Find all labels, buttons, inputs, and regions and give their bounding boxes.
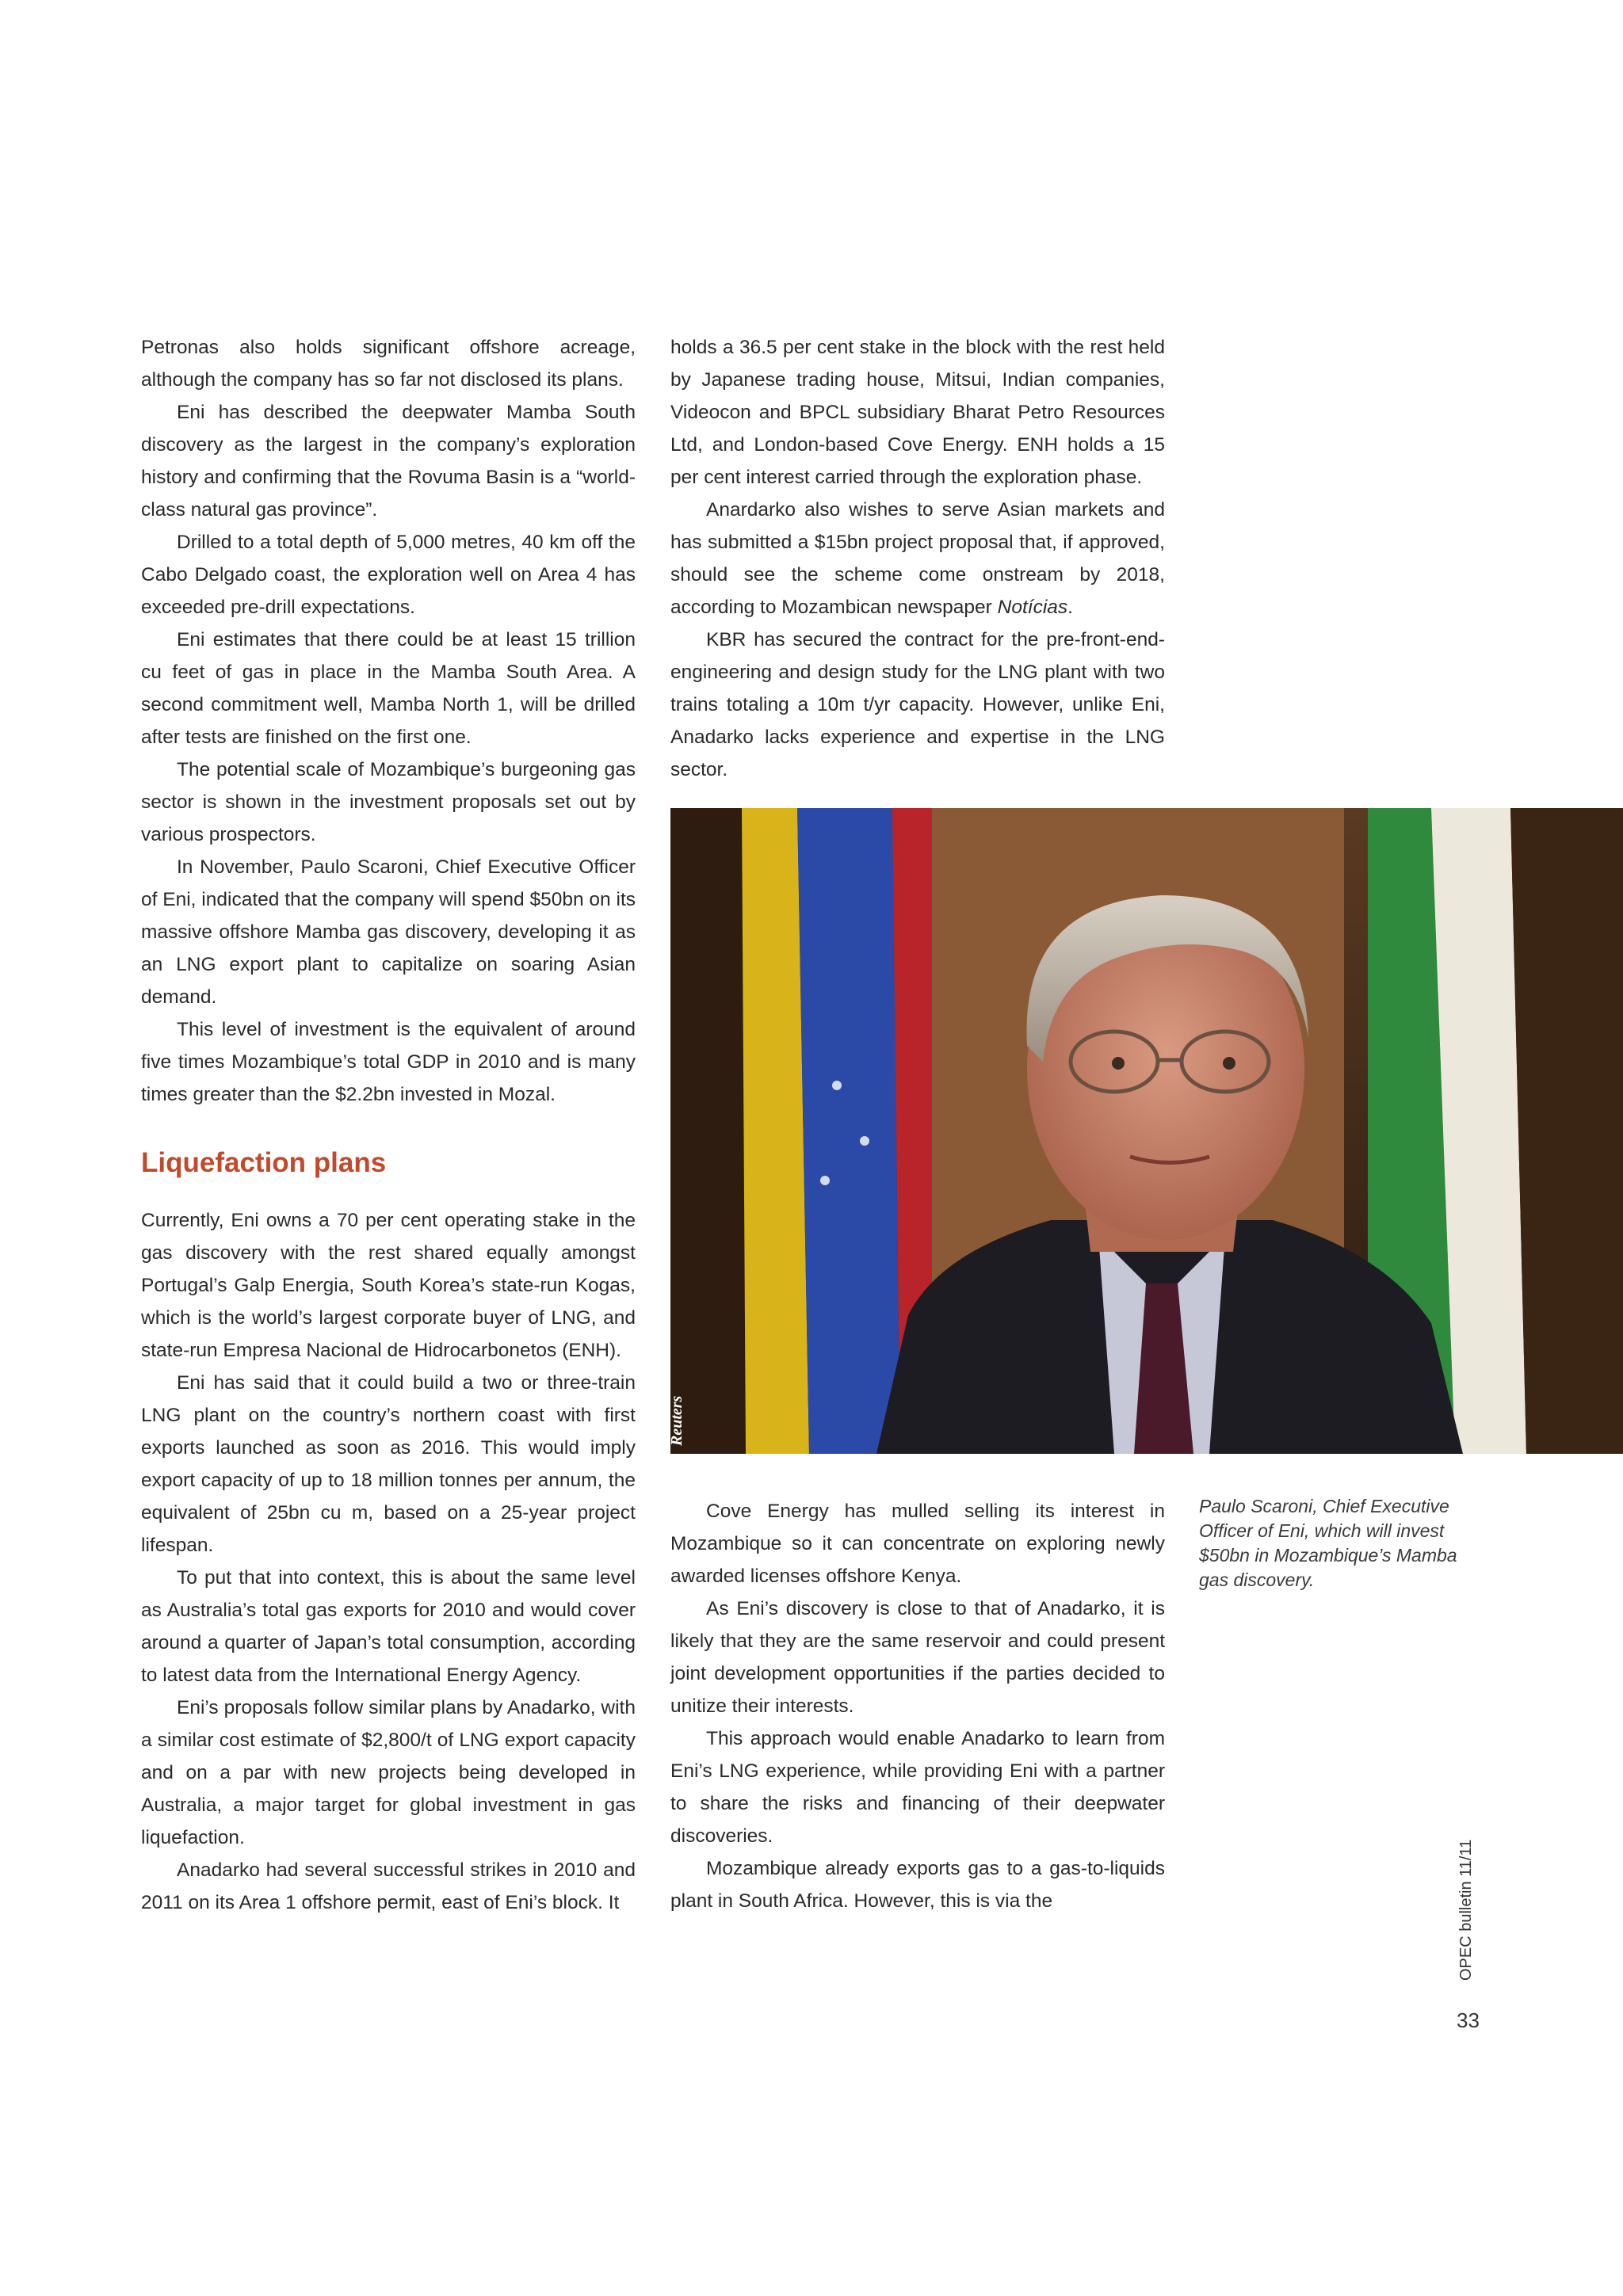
paragraph: This approach would enable Anadarko to learn from Eni’s LNG experience, while providing Eni with a partner to share the risks and financing of their deepwater discoveries. [670,1728,1165,1847]
paragraph: Cove Energy has mulled selling its interest in Mozambique so it can concentrate on exploring newly awarded licenses offshore Kenya. [670,1501,1165,1587]
paragraph: As Eni’s discovery is close to that of Anadarko, it is likely that they are the same reservoir and could present joint development opportunities if the parties decided to unitize their interests. [670,1598,1165,1717]
paragraph-text: . [1067,597,1073,618]
paragraph: holds a 36.5 per cent stake in the block with the rest held by Japanese trading house, Mitsui, Indian companies, Videocon and BPCL subsidiary Bharat Petro Resources Ltd, and London-based Cove Energy. ENH holds a 15 per cent interest carried through the exploration phase. [670,337,1165,488]
paragraph: Eni estimates that there could be at least 15 trillion cu feet of gas in place in the Mamba South Area. A second commitment well, Mamba North 1, will be drilled after tests are finished on the first one. [141,629,636,748]
article-column-2-continued [670,1495,1165,1917]
paragraph: Mozambique already exports gas to a gas-to-liquids plant in South Africa. However, this is via the [670,1858,1165,1912]
photo-credit: Reuters [668,1395,685,1446]
paragraph: Eni has described the deepwater Mamba South discovery as the largest in the company’s exploration history and confirming that the Rovuma Basin is a “world-class natural gas province”. [141,402,636,521]
section-heading: Liquefaction plans [141,1147,387,1178]
paragraph: Drilled to a total depth of 5,000 metres, 40 km off the Cabo Delgado coast, the exploration well on Area 4 has exceeded pre-drill expectations. [141,532,636,618]
portrait-photo [670,808,1623,1454]
paragraph [670,494,1165,624]
paragraph: The potential scale of Mozambique’s burgeoning gas sector is shown in the investment proposals set out by various prospectors. [141,759,636,845]
newspaper-name: Notícias [997,597,1068,618]
article-column-2 [670,331,1165,786]
page-number: 33 [1457,2008,1480,2032]
paragraph: Currently, Eni owns a 70 per cent operating stake in the gas discovery with the rest shared equally amongst Portugal’s Galp Energia, South Korea’s state-run Kogas, which is the world’s largest corporate buyer of LNG, and state-run Empresa Nacional de Hidrocarbonetos (ENH). [141,1210,636,1361]
paragraph: Anadarko had several successful strikes in 2010 and 2011 on its Area 1 offshore permit, east of Eni’s block. It [141,1859,636,1913]
running-head: OPEC bulletin 11/11 [1457,1839,1475,1981]
article-column-1 [141,331,636,1919]
paragraph: KBR has secured the contract for the pre-front-end-engineering and design study for the LNG plant with two trains totaling a 10m t/yr capacity. However, unlike Eni, Anadarko lacks experience and expertise in the LNG sector. [670,629,1165,780]
paragraph: This level of investment is the equivalent of around five times Mozambique’s total GDP in 2010 and is many times greater than the $2.2bn invested in Mozal. [141,1019,636,1105]
paragraph: Petronas also holds significant offshore acreage, although the company has so far not disclosed its plans. [141,337,636,391]
paragraph: In November, Paulo Scaroni, Chief Executive Officer of Eni, indicated that the company will spend $50bn on its massive offshore Mamba gas discovery, developing it as an LNG export plant to capitalize on soaring Asian demand. [141,856,636,1008]
paragraph: Eni has said that it could build a two or three-train LNG plant on the country’s northern coast with first exports launched as soon as 2016. This would imply export capacity of up to 18 million tonnes per annum, the equivalent of 25bn cu m, based on a 25-year project lifespan. [141,1372,636,1556]
photo-caption: Paulo Scaroni, Chief Executive Officer of Eni, which will invest $50bn in Mozambique’s Mamba gas discovery. [1199,1496,1457,1590]
paragraph: To put that into context, this is about the same level as Australia’s total gas exports for 2010 and would cover around a quarter of Japan’s total consumption, according to latest data from the International Energy Agency. [141,1567,636,1686]
paragraph: Eni’s proposals follow similar plans by Anadarko, with a similar cost estimate of $2,800/t of LNG export capacity and on a par with new projects being developed in Australia, a major target for global investment in gas liquefaction. [141,1697,636,1848]
paragraph-text: Anardarko also wishes to serve Asian markets and has submitted a $15bn project proposal that, if approved, should see the scheme come onstream by 2018, according to Mozambican newspaper [670,499,1165,618]
